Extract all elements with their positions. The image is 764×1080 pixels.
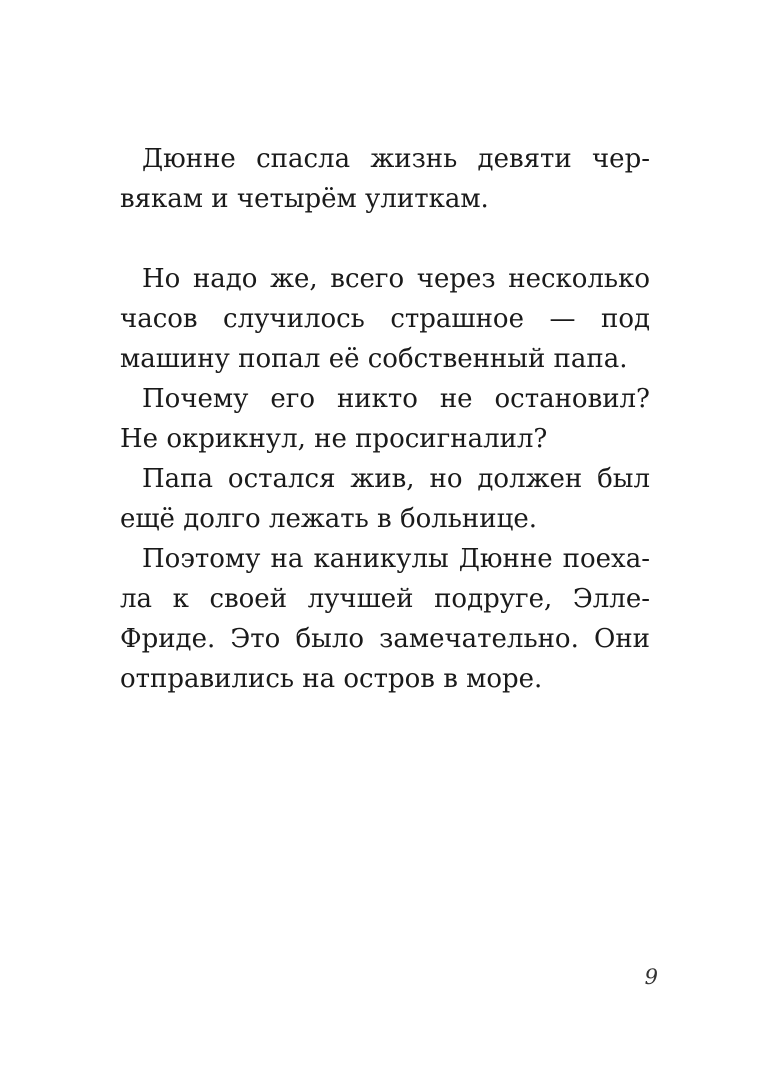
text-line: Но надо же, всего через несколько bbox=[142, 264, 650, 294]
text-line: отправились на остров в море. bbox=[120, 664, 543, 694]
text-line: часов случилось страшное — под bbox=[120, 304, 650, 334]
text-line: вякам и четырём улиткам. bbox=[120, 184, 489, 214]
page-number: 9 bbox=[644, 965, 658, 989]
text-line: машину попал её собственный папа. bbox=[120, 344, 628, 374]
paragraph-1 bbox=[120, 139, 650, 219]
text-line: ла к своей лучшей подруге, Элле- bbox=[120, 584, 650, 614]
text-line: Не окрикнул, не просигналил? bbox=[120, 424, 548, 454]
text-line: ещё долго лежать в больнице. bbox=[120, 504, 537, 534]
text-line: Дюнне спасла жизнь девяти чер- bbox=[142, 144, 650, 174]
paragraph-2 bbox=[120, 259, 650, 699]
text-line: Папа остался жив, но должен был bbox=[142, 464, 650, 494]
text-line: Поэтому на каникулы Дюнне поеха- bbox=[142, 544, 650, 574]
text-line: Фриде. Это было замечательно. Они bbox=[120, 624, 650, 654]
text-line: Почему его никто не остановил? bbox=[142, 384, 650, 414]
